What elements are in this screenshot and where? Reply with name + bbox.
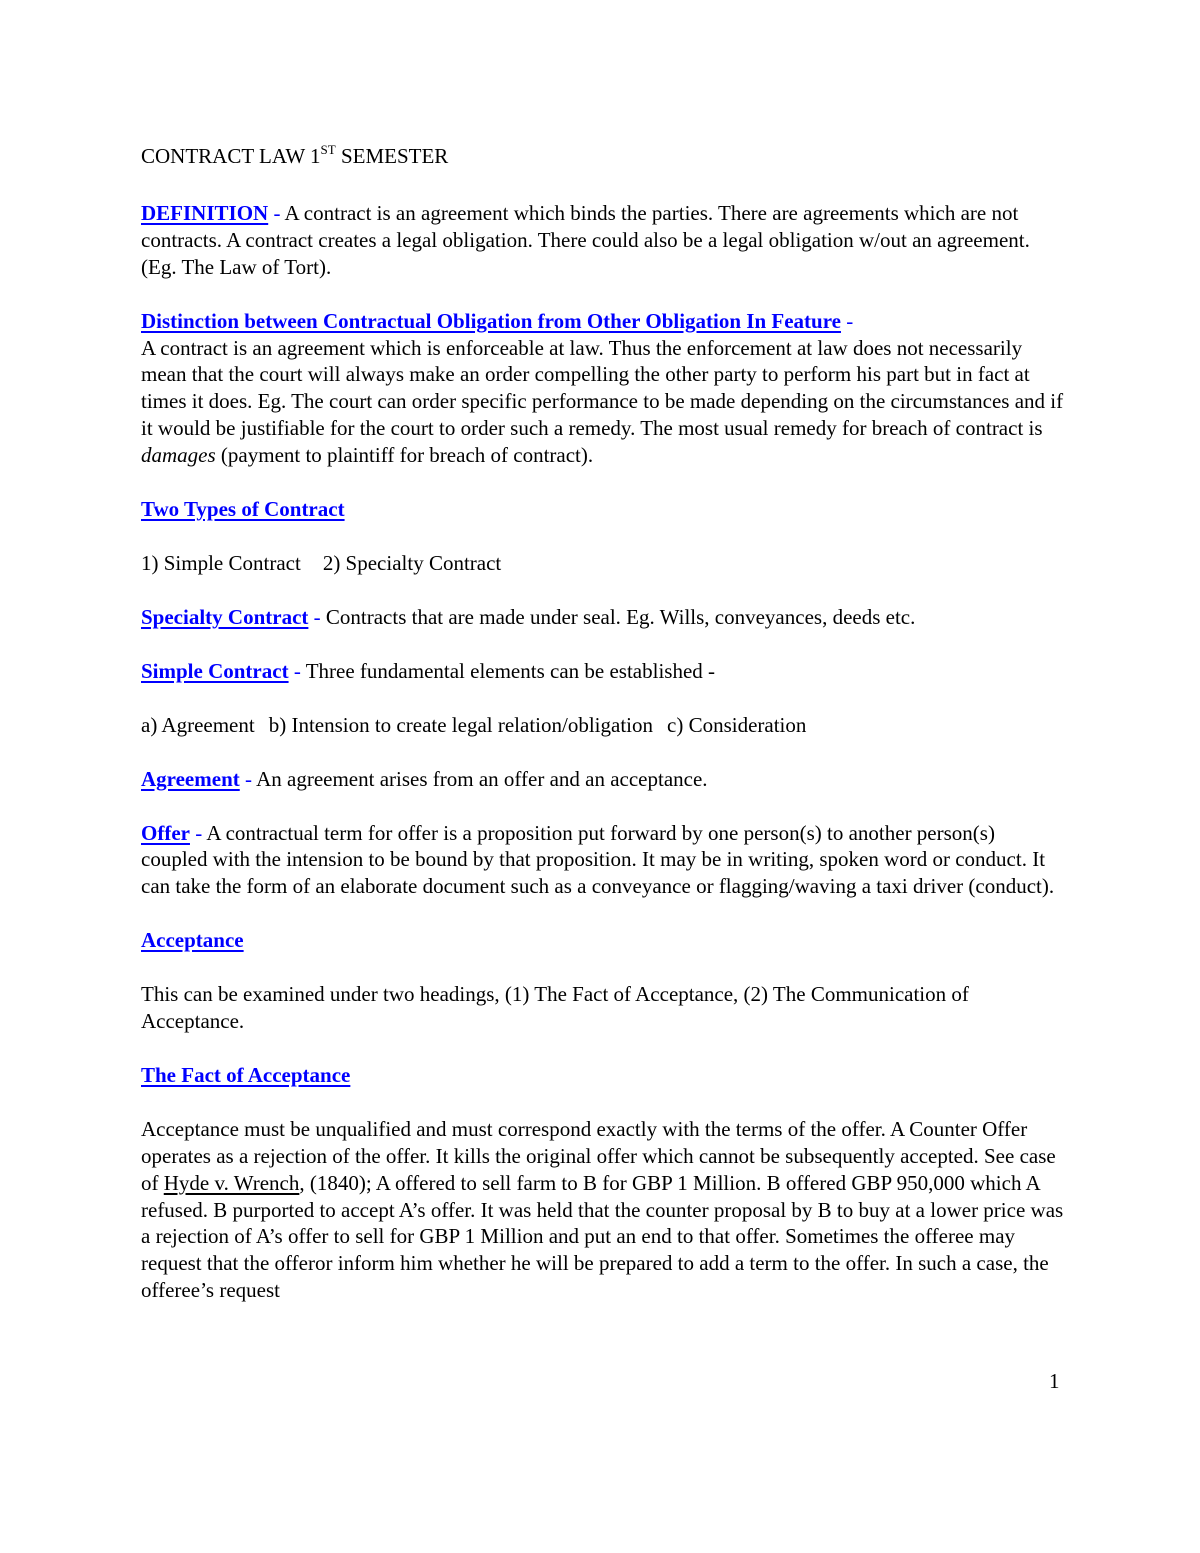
- definition-heading: DEFINITION: [141, 200, 269, 225]
- title-superscript: ST: [320, 142, 336, 157]
- fact-of-acceptance-paragraph: Acceptance must be unqualified and must correspond exactly with the terms of the offer. A Counter Offer operates as a rejection of the offer. It kills the original offer which cannot be subsequently accepted. See case of Hyde v. Wrench, (1840); A offered to sell farm to B for GBP 1 Million. B offered GBP 950,000 which A refused. B purported to accept A’s offer. It was held that the counter proposal by B to buy at a lower price was a rejection of A’s offer to sell for GBP 1 Million and put an end to that offer. Sometimes the offeree may request that the offeror inform him whether he will be prepared to add a term to the offer. In such a case, the offeree’s request: [141, 1116, 1064, 1303]
- acceptance-heading: Acceptance: [141, 928, 244, 953]
- types-list: 1) Simple Contract 2) Specialty Contract: [141, 550, 502, 575]
- page-number: 1: [1049, 1369, 1060, 1393]
- acceptance-paragraph: This can be examined under two headings, (1) The Fact of Acceptance, (2) The Communication of Acceptance.: [141, 982, 969, 1034]
- specialty-paragraph: Specialty Contract - Contracts that are made under seal. Eg. Wills, conveyances, deeds etc.: [141, 604, 916, 629]
- simple-heading: Simple Contract: [141, 658, 289, 683]
- document-body: [141, 143, 1066, 1331]
- document-title: CONTRACT LAW 1ST SEMESTER: [141, 142, 449, 168]
- offer-heading: Offer: [141, 820, 190, 845]
- damages-emphasis: damages: [141, 443, 216, 468]
- types-heading: Two Types of Contract: [141, 497, 345, 522]
- specialty-heading: Specialty Contract: [141, 604, 309, 629]
- distinction-paragraph: Distinction between Contractual Obligation from Other Obligation In Feature - A contract is an agreement which is enforceable at law. Thus the enforcement at law does not necessarily mean that the court will always make an order compelling the other party to perform his part but in fact at times it does. Eg. The court can order specific performance to be made depending on the circumstances and if it would be justifiable for the court to order such a remedy. The most usual remedy for breach of contract is damages (payment to plaintiff for breach of contract).: [141, 308, 1064, 468]
- definition-paragraph: DEFINITION - A contract is an agreement which binds the parties. There are agreements which are not contracts. A contract creates a legal obligation. There could also be a legal obligation w/out an agreement. (Eg. The Law of Tort).: [141, 200, 1030, 279]
- types-heading-paragraph: [141, 496, 1066, 523]
- fact-of-acceptance-heading: The Fact of Acceptance: [141, 1062, 351, 1087]
- case-name-hyde-v-wrench: Hyde v. Wrench: [163, 1170, 300, 1195]
- agreement-heading: Agreement: [141, 766, 240, 791]
- elements-list: a) Agreement b) Intension to create legal relation/obligation c) Consideration: [141, 712, 807, 737]
- fact-of-acceptance-heading-paragraph: [141, 1062, 1066, 1089]
- simple-paragraph: Simple Contract - Three fundamental elements can be established -: [141, 658, 716, 683]
- agreement-paragraph: Agreement - An agreement arises from an offer and an acceptance.: [141, 766, 708, 791]
- distinction-heading: Distinction between Contractual Obligation from Other Obligation In Feature: [141, 308, 841, 333]
- offer-paragraph: Offer - A contractual term for offer is a proposition put forward by one person(s) to another person(s) coupled with the intension to be bound by that proposition. It may be in writing, spoken word or conduct. It can take the form of an elaborate document such as a conveyance or flagging/waving a taxi driver (conduct).: [141, 820, 1055, 899]
- acceptance-heading-paragraph: [141, 927, 1066, 954]
